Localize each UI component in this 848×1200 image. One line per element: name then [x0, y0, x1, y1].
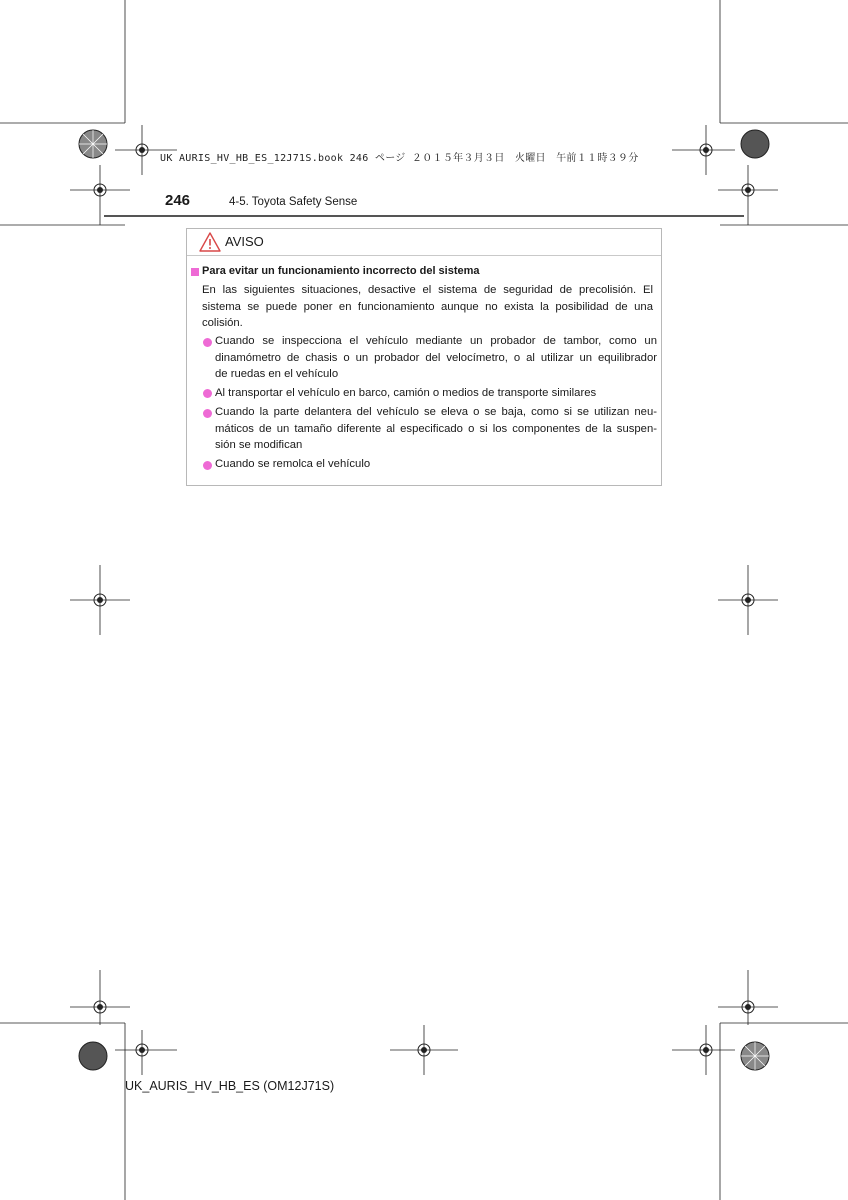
- item-line: de ruedas en el vehículo: [215, 368, 339, 380]
- intro-line: colisión.: [202, 317, 243, 329]
- list-bullet: [203, 461, 212, 470]
- list-bullet: [203, 338, 212, 347]
- warning-header: [187, 229, 661, 256]
- print-slug: UK AURIS_HV_HB_ES_12J71S.book 246 ページ ２０１５年３月３日 火曜日 午前１１時３９分: [160, 153, 639, 164]
- warning-label: AVISO: [225, 234, 264, 249]
- warning-intro: [202, 282, 653, 332]
- item-line: máticos de un tamaño diferente al especificado o si los componentes de la suspen-: [215, 422, 657, 435]
- list-bullet: [203, 409, 212, 418]
- item-line: sión se modifican: [215, 439, 303, 451]
- list-item: [215, 385, 657, 402]
- intro-line: En las siguientes situaciones, desactive el sistema de seguridad de precolisión. El: [202, 284, 653, 296]
- document-code: UK_AURIS_HV_HB_ES (OM12J71S): [125, 1079, 335, 1093]
- item-line: Al transportar el vehículo en barco, camión o medios de transporte similares: [215, 387, 597, 399]
- section-title: 4-5. Toyota Safety Sense: [229, 196, 358, 208]
- item-line: Cuando la parte delantera del vehículo se eleva o se baja, como si se utilizan neu-: [215, 406, 657, 418]
- list-item: [215, 404, 657, 454]
- warning-heading: Para evitar un funcionamiento incorrecto del sistema: [202, 265, 480, 277]
- item-line: Cuando se inspecciona el vehículo mediante un probador de tambor, como un: [215, 335, 657, 347]
- heading-bullet: [191, 268, 199, 276]
- item-line: Cuando se remolca el vehículo: [215, 458, 371, 470]
- list-bullet: [203, 389, 212, 398]
- intro-line: sistema se puede poner en funcionamiento aunque no exista la posibilidad de una: [202, 300, 653, 313]
- list-item: [215, 333, 657, 383]
- warning-triangle-icon: [199, 232, 221, 252]
- page-number: 246: [165, 192, 191, 209]
- item-line: dinamómetro de chasis o un probador del velocímetro, o al utilizar un equilibrador: [215, 351, 657, 364]
- list-item: [215, 456, 657, 473]
